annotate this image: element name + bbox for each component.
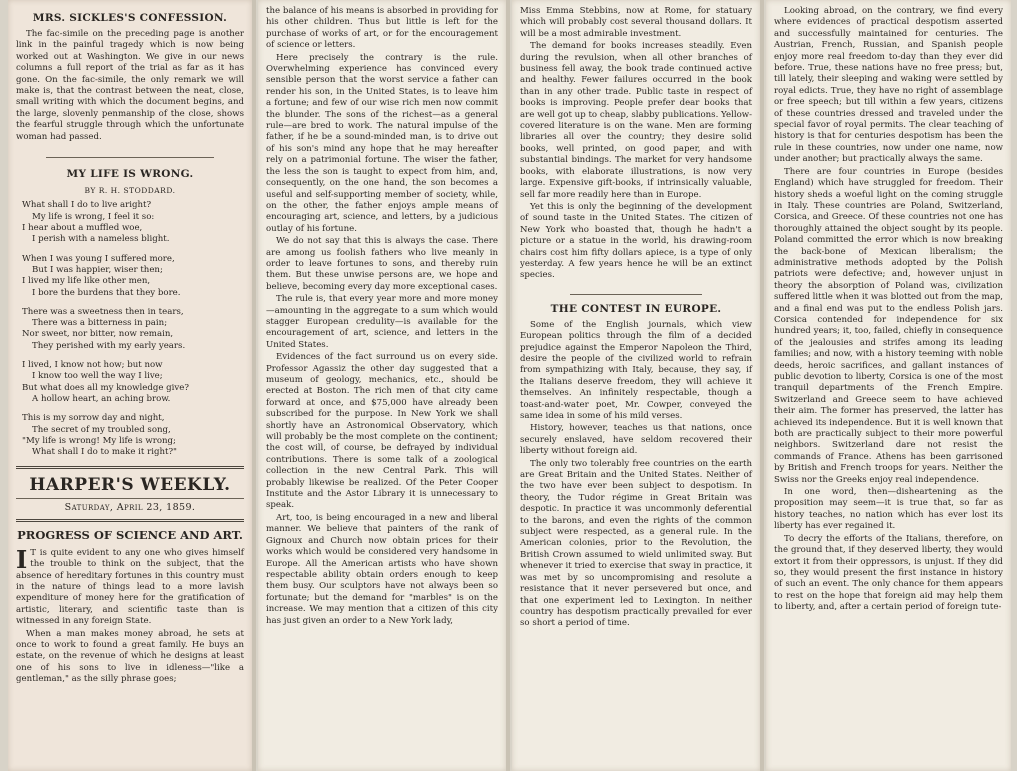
poem-stanza (22, 413, 244, 458)
poem-title: MY LIFE IS WRONG. (66, 168, 194, 181)
poem-stanza (22, 360, 244, 405)
article-paragraph: In one word, then—disheartening as the proposition may seem—it is true that, so far as history teaches, no nation which has ever lost its liberty has ever regained it. (774, 487, 1003, 532)
divider (46, 157, 214, 158)
poem-line: But I was happier, wiser then; (32, 264, 163, 275)
divider (16, 498, 244, 499)
poem-stanza (22, 254, 244, 299)
confession-heading: MRS. SICKLES'S CONFESSION. (32, 12, 228, 24)
poem-line: This is my sorrow day and night, (22, 413, 165, 424)
article-paragraph: History, however, teaches us that nations, once securely enslaved, have seldom recovered their liberty without foreign aid. (520, 423, 752, 457)
poem-line: They perished with my early years. (32, 340, 186, 351)
poem-line: I lived, I know not how; but now (22, 360, 163, 371)
column-gutter (252, 0, 256, 771)
article-paragraph: Some of the English journals, which view European politics through the film of a decided prejudice against the Emperor Napoleon the Third, desire the people of the civilized world to refrain from sympathizing with Italy, because, they say, if the Italians deserve freedom, they will achieve it themselves. An infinitely respectable, though a toast-and-water poet, Mr. Cowper, conveyed the same idea in some of his mild verses. (520, 319, 752, 421)
article-paragraph: We do not say that this is always the case. There are among us foolish fathers who live meanly in order to leave fortunes to sons, and thereby ruin them. But these unwise persons are, we hope and believe, becoming every day more exceptional cases. (266, 236, 498, 292)
article-paragraph: There are four countries in Europe (besides England) which have struggled for freedom. Their history sheds a woeful light on the coming struggle in Italy. These countries are Poland, Switzerland, Corsica, and Greece. Of these countries not one has thoroughly attained the object sought by its people. Poland committed the error which is now breaking the back-bone of Mexican liberalism; the administrative methods adopted by the Polish patriots were defective; and, however unjust in theory the absorption of Poland was, civilization suffered little when it was blotted out from the map, and a final end was put to the endless Polish jars. Corsica contended for independence for six hundred years; it, too, failed, chiefly in consequence of the jealousies and strifes among its leading families; and now, with a history teeming with noble deeds, heroic sacrifices, and gallant instances of public devotion to liberty, Corsica is one of the most tranquil departments of the French Empire. Switzerland and Greece seem to have achieved their aim. The former has preserved, the latter has achieved its independence. But it is well known that both are practically subject to their more powerful neighbors. Switzerland dare not resist the commands of France. Athens has been garrisoned by British and French troops for years. Neither the Swiss nor the Greeks enjoy real independence. (774, 166, 1003, 485)
poem-line: When I was young I suffered more, (22, 253, 175, 264)
column-gutter (760, 0, 764, 771)
masthead-rule (16, 466, 244, 469)
newspaper-column-1 (8, 0, 252, 771)
article-paragraph: Miss Emma Stebbins, now at Rome, for statuary which will probably cost several thousand dollars. It will be a most admirable investment. (520, 6, 752, 39)
science-paragraph (16, 544, 244, 628)
article-paragraph: Art, too, is being encouraged in a new and liberal manner. We believe that painters of the rank of Gignoux and Church now obtain prices for their works which would be considered very handsome in Europe. All the American artists who have shown respectable ability obtain orders enough to keep them busy. Our sculptors have not always been so fortunate; but the demand for "marbles" is on the increase. We may mention that a citizen of this city has just given an order to a New York lady, (266, 512, 498, 626)
article-paragraph: Yet this is only the beginning of the development of sound taste in the United States. The citizen of New York who boasted that, though he hadn't a picture or a statue in the world, his drawing-room chairs cost him fifty dollars apiece, is a type of only yesterday. A few years hence he will be an extinct species. (520, 201, 752, 281)
article-paragraph: the balance of his means is absorbed in providing for his other children. Thus but little is left for the purchase of works of art, or for the encouragement of science or letters. (266, 6, 498, 51)
article-paragraph: The demand for books increases steadily. Even during the revulsion, when all other branches of business fell away, the book trade continued active and healthy. Fewer failures occurred in the book than in any other trade. Public taste in respect of books is improving. People prefer dear books that are well got up to cheap, slabby publications. Yellow-covered literature is on the wane. Men are forming libraries all over the country; they desire solid books, well printed, on good paper, and with substantial bindings. The market for very handsome books, with elaborate illustrations, is now very large. Expensive gift-books, if intrinsically valuable, sell far more readily here than in Europe. (520, 41, 752, 200)
drop-cap: I (16, 544, 28, 574)
poem-line: There was a sweetness then in tears, (22, 306, 184, 317)
poem-line: Nor sweet, nor bitter, now remain, (22, 329, 174, 340)
poem-stanza (22, 307, 244, 352)
article-paragraph: Evidences of the fact surround us on every side. Professor Agassiz the other day suggested that a museum of geology, mechanics, etc., should be erected at Boston. The rich men of that city came forward at once, and $75,000 have already been subscribed for the purpose. In New York we shall shortly have an Astronomical Observatory, which will probably be the most complete on the continent; the cost will, of course, be defrayed by individual contributions. There is some talk of a zoological collection in the new Central Park. This will probably likewise be realized. Of the Peter Cooper Institute and the Astor Library it is unnecessary to speak. (266, 352, 498, 511)
poem-body (16, 200, 244, 458)
newspaper-column-4 (766, 0, 1011, 771)
divider (570, 294, 702, 295)
science-paragraph-text: T is quite evident to any one who gives himself the trouble to think on the subject, that the absence of hereditary fortunes in this country must in the nature of things lead to a more lavish expenditure of money here for the gratification of artistic, literary, and scientific taste than is witnessed in any foreign State. (16, 547, 244, 627)
article-paragraph: Here precisely the contrary is the rule. Overwhelming experience has convinced every sensible person that the worst service a father can render his son, in the United States, is to leave him a fortune; and few of our wise rich men now commit the blunder. The sons of the richest—as a general rule—are bred to work. The natural impulse of the father, if he be a sound-minded man, is to drive out of his son's mind any hope that he may hereafter rely on a patrimonial fortune. The wiser the father, the less the son is taught to expect from him, and, consequently, on the one hand, the son becomes a useful and self-supporting member of society, while, on the other, the father enjoys ample means of encouraging art, science, and letters, by a judicious outlay of his fortune. (266, 52, 498, 234)
poem-line: I perish with a nameless blight. (32, 234, 170, 245)
poem-line: The secret of my troubled song, (32, 424, 171, 435)
poem-line: But what does all my knowledge give? (22, 382, 189, 393)
poem-line: I lived my life like other men, (22, 276, 151, 287)
masthead-title: HARPER'S WEEKLY. (29, 475, 231, 496)
science-paragraph: When a man makes money abroad, he sets at once to work to found a great family. He buys an estate, on the revenue of which he designs at least one of his sons to live in idleness—"like a gentleman," as the silly phrase goes; (16, 628, 244, 685)
poem-line: "My life is wrong! My life is wrong; (22, 435, 176, 446)
article-paragraph: The rule is, that every year more and more money—amounting in the aggregate to a sum which would stagger European credulity—is available for the encouragement of art, science, and letters in the United States. (266, 294, 498, 350)
column-gutter (506, 0, 510, 771)
poem-line: What shall I do to make it right?" (32, 447, 178, 458)
newspaper-column-3 (512, 0, 760, 771)
poem-stanza (22, 200, 244, 245)
poem-line: A hollow heart, an aching brow. (32, 393, 171, 404)
science-heading: PROGRESS OF SCIENCE AND ART. (17, 527, 243, 542)
poem-line: I hear about a muffled woe, (22, 223, 143, 234)
issue-date: Saturday, April 23, 1859. (64, 502, 196, 514)
poem-line: There was a bitterness in pain; (32, 318, 168, 329)
article-paragraph: The only two tolerably free countries on the earth are Great Britain and the United States. Neither of the two have ever been subject to despotism. In theory, the Tudor régime in Great Britain was despotic. In practice it was uncommonly deferential to the barons, and even the rights of the common subject were respected, as a general rule. In the American colonies, prior to the Revolution, the British Crown assumed to wield unlimited sway. But whenever it tried to exercise that sway in practice, it was met by so uncompromising and resolute a resistance that it never persevered but once, and that one experiment led to Lexington. In neither country has despotism practically prevailed for ever so short a period of time. (520, 458, 752, 629)
poem-byline: BY R. H. STODDARD. (84, 186, 176, 196)
poem-line: What shall I do to live aright? (22, 200, 152, 211)
poem-line: My life is wrong, I feel it so: (32, 211, 155, 222)
article-paragraph: To decry the efforts of the Italians, therefore, on the ground that, if they deserved liberty, they would extort it from their oppressors, is unjust. If they did so, they would present the first instance in history of such an event. The only chance for them appears to rest on the hope that foreign aid may help them to liberty, and, after a certain period of foreign tute- (774, 533, 1003, 613)
contest-heading: THE CONTEST IN EUROPE. (550, 302, 722, 315)
poem-line: I bore the burdens that they bore. (32, 287, 181, 298)
newspaper-column-2 (258, 0, 506, 771)
article-paragraph: Looking abroad, on the contrary, we find every where evidences of practical despotism asserted and successfully maintained for centuries. The Austrian, French, Russian, and Spanish people enjoy more real freedom to-day than they ever did before. True, these nations have no free press; but, till lately, their sleeping and waking were settled by royal edicts. True, they have no right of assemblage or free speech; but till within a few years, citizens of these countries dressed and traveled under the special favor of royal permits. The clear teaching of history is that for centuries despotism has been the rule in these countries, now under one name, now under another; but practically always the same. (774, 6, 1003, 165)
masthead-rule (16, 519, 244, 522)
poem-line: I know too well the way I live; (32, 371, 163, 382)
confession-paragraph: The fac-simile on the preceding page is another link in the painful tragedy which is now being worked out at Washington. We give in our news columns a full report of the trial as far as it has gone. On the fac-simile, the only remark we will make is, that the contrast between the neat, close, small writing with which the document begins, and the large, slovenly penmanship of the close, shows the fearful struggle through which the unfortunate woman had passed. (16, 29, 244, 142)
